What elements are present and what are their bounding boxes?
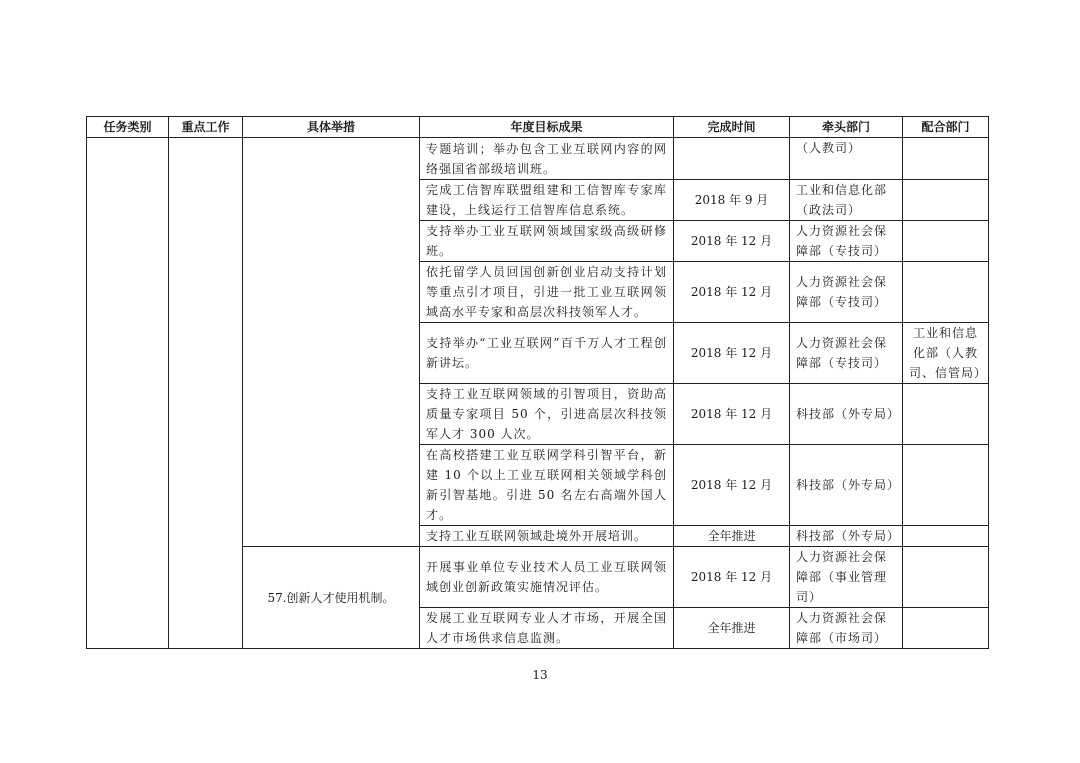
time-cell: 2018 年 12 月: [674, 384, 790, 445]
goal-cell: 在高校搭建工业互联网学科引智平台，新建 10 个以上工业互联网相关领域学科创新引智基地。引进 50 名左右高端外国人才。: [420, 445, 674, 526]
header-specific-measures: 具体举措: [243, 117, 420, 138]
time-cell: 2018 年 12 月: [674, 221, 790, 262]
header-key-work: 重点工作: [169, 117, 243, 138]
time-cell: 全年推进: [674, 608, 790, 649]
goal-cell: 支持工业互联网领域赴境外开展培训。: [420, 526, 674, 547]
lead-dept-cell: 工业和信息化部（政法司）: [790, 180, 903, 221]
coop-dept-cell: [903, 221, 989, 262]
time-cell: 2018 年 12 月: [674, 262, 790, 323]
page-number: 13: [532, 668, 548, 682]
coop-dept-cell: [903, 138, 989, 180]
coop-dept-cell: [903, 445, 989, 526]
goal-cell: 支持举办“工业互联网”百千万人才工程创新讲坛。: [420, 323, 674, 384]
lead-dept-cell: （人教司）: [790, 138, 903, 180]
goal-cell: 支持举办工业互联网领域国家级高级研修班。: [420, 221, 674, 262]
task-category-cell: [87, 138, 169, 649]
coop-dept-cell: 工业和信息化部（人教司、信管局）: [903, 323, 989, 384]
lead-dept-cell: 科技部（外专局）: [790, 445, 903, 526]
header-coop-department: 配合部门: [903, 117, 989, 138]
goal-cell: 专题培训；举办包含工业互联网内容的网络强国省部级培训班。: [420, 138, 674, 180]
header-completion-time: 完成时间: [674, 117, 790, 138]
goal-cell: 开展事业单位专业技术人员工业互联网领域创业创新政策实施情况评估。: [420, 547, 674, 608]
measure-57-cell: 57.创新人才使用机制。: [243, 547, 420, 649]
coop-dept-cell: [903, 608, 989, 649]
lead-dept-cell: 人力资源社会保障部（市场司）: [790, 608, 903, 649]
time-cell: [674, 138, 790, 180]
coop-dept-cell: [903, 547, 989, 608]
coop-dept-cell: [903, 180, 989, 221]
header-annual-goal: 年度目标成果: [420, 117, 674, 138]
goal-cell: 发展工业互联网专业人才市场，开展全国人才市场供求信息监测。: [420, 608, 674, 649]
lead-dept-cell: 人力资源社会保障部（专技司）: [790, 262, 903, 323]
time-cell: 2018 年 12 月: [674, 323, 790, 384]
work-plan-table: [86, 116, 989, 649]
time-cell: 2018 年 12 月: [674, 547, 790, 608]
time-cell: 2018 年 12 月: [674, 445, 790, 526]
time-cell: 全年推进: [674, 526, 790, 547]
coop-dept-cell: [903, 262, 989, 323]
lead-dept-cell: 科技部（外专局）: [790, 384, 903, 445]
key-work-cell: [169, 138, 243, 649]
measure-cell: [243, 138, 420, 547]
table-row: [87, 138, 989, 180]
lead-dept-cell: 人力资源社会保障部（专技司）: [790, 323, 903, 384]
goal-cell: 完成工信智库联盟组建和工信智库专家库建设，上线运行工信智库信息系统。: [420, 180, 674, 221]
lead-dept-cell: 科技部（外专局）: [790, 526, 903, 547]
header-task-category: 任务类别: [87, 117, 169, 138]
goal-cell: 支持工业互联网领域的引智项目，资助高质量专家项目 50 个，引进高层次科技领军人才 300 人次。: [420, 384, 674, 445]
lead-dept-cell: 人力资源社会保障部（事业管理司）: [790, 547, 903, 608]
goal-cell: 依托留学人员回国创新创业启动支持计划等重点引才项目，引进一批工业互联网领域高水平专家和高层次科技领军人才。: [420, 262, 674, 323]
coop-dept-cell: [903, 384, 989, 445]
time-cell: 2018 年 9 月: [674, 180, 790, 221]
coop-dept-cell: [903, 526, 989, 547]
header-row: [87, 117, 989, 138]
header-lead-department: 牵头部门: [790, 117, 903, 138]
lead-dept-cell: 人力资源社会保障部（专技司）: [790, 221, 903, 262]
